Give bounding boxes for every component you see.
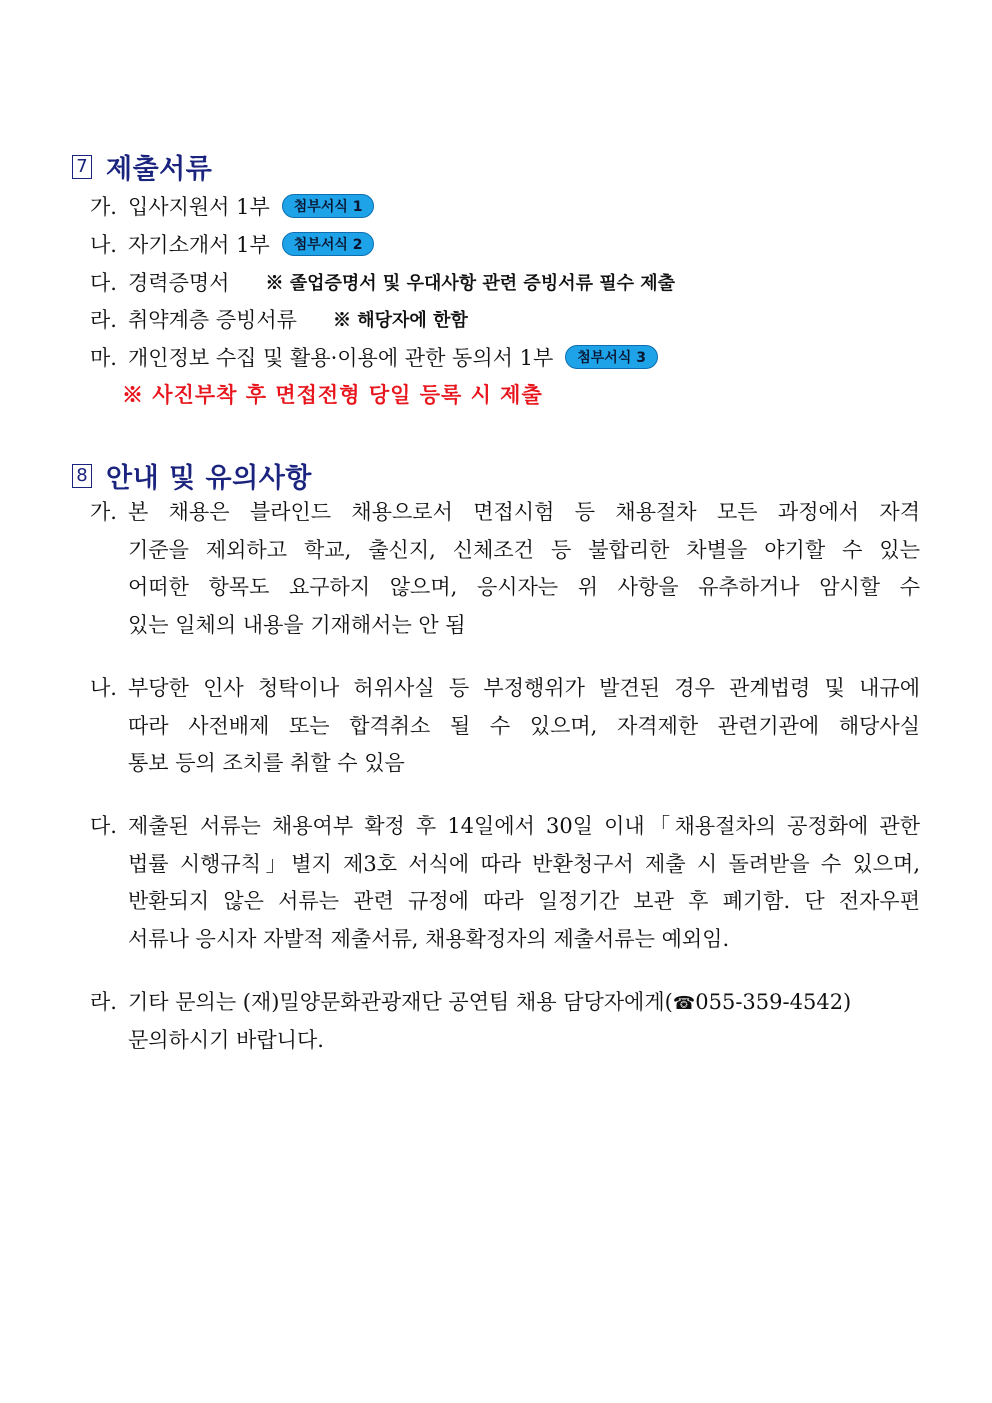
notice-paragraph (90, 670, 920, 783)
notice-paragraph (90, 808, 920, 958)
list-item (90, 267, 675, 297)
item-marker: 라. (90, 990, 117, 1014)
paragraph-line: 문의하시기 바랍니다. (128, 1027, 324, 1052)
paragraph-line: 있는 일체의 내용을 기재해서는 안 됨 (128, 612, 466, 637)
item-marker: 나. (90, 676, 117, 700)
item-text: 경력증명서 (128, 271, 230, 295)
paragraph-line: 제출된 서류는 채용여부 확정 후 14일에서 30일 이내「채용절차의 공정화에 관한 (128, 814, 920, 838)
item-marker: 가. (90, 195, 117, 219)
item-marker: 다. (90, 814, 117, 838)
section-number-box: 7 (72, 155, 92, 179)
item-text: 개인정보 수집 및 활용·이용에 관한 동의서 1부 (128, 346, 554, 370)
paragraph-line: 본 채용은 블라인드 채용으로서 면접시험 등 채용절차 모든 과정에서 자격 (128, 500, 920, 524)
list-item (90, 229, 374, 259)
item-marker: 라. (90, 308, 117, 332)
phone-number: 055-359-4542) (695, 990, 852, 1014)
item-marker: 마. (90, 346, 117, 370)
list-item (90, 342, 658, 372)
item-marker: 다. (90, 271, 117, 295)
item-text: 입사지원서 1부 (128, 195, 270, 219)
notice-paragraph (90, 984, 920, 1059)
item-note: ※ 졸업증명서 및 우대사항 관련 증빙서류 필수 제출 (265, 273, 676, 294)
list-item (90, 191, 374, 221)
item-text: 취약계층 증빙서류 (128, 308, 297, 332)
attachment-form-badge: 첨부서식 1 (282, 194, 375, 218)
section-number-box: 8 (72, 464, 92, 488)
section-7-heading (72, 147, 212, 186)
item-text: 자기소개서 1부 (128, 233, 270, 257)
attachment-form-badge: 첨부서식 3 (565, 345, 658, 369)
item-marker: 나. (90, 233, 117, 257)
paragraph-line: 통보 등의 조치를 취할 수 있음 (128, 751, 405, 775)
item-marker: 가. (90, 500, 117, 524)
list-item (90, 304, 468, 334)
paragraph-line: 부당한 인사 청탁이나 허위사실 등 부정행위가 발견된 경우 관계법령 및 내규에 (128, 676, 920, 700)
notice-paragraph (90, 494, 920, 644)
paragraph-line: 반환되지 않은 서류는 관련 규정에 따라 일정기간 보관 후 폐기함. 단 전자우편 (128, 889, 920, 913)
section-title: 제출서류 (106, 154, 213, 185)
paragraph-line: 어떠한 항목도 요구하지 않으며, 응시자는 위 사항을 유추하거나 암시할 수 (128, 575, 920, 599)
paragraph-line: 기준을 제외하고 학교, 출신지, 신체조건 등 불합리한 차별을 야기할 수 있는 (128, 537, 920, 562)
paragraph-line: 기타 문의는 (재)밀양문화관광재단 공연팀 채용 담당자에게( (128, 990, 673, 1014)
paragraph-line: 따라 사전배제 또는 합격취소 될 수 있으며, 자격제한 관련기관에 해당사실 (128, 713, 920, 738)
section-title: 안내 및 유의사항 (106, 463, 312, 494)
paragraph-line: 법률 시행규칙」별지 제3호 서식에 따라 반환청구서 제출 시 돌려받을 수 있으며, (128, 851, 920, 876)
photo-attachment-note: ※ 사진부착 후 면접전형 당일 등록 시 제출 (122, 382, 543, 407)
section-8-heading (72, 456, 312, 495)
attachment-form-badge: 첨부서식 2 (282, 232, 375, 256)
phone-icon: ☎ (672, 993, 696, 1014)
item-note: ※ 해당자에 한함 (332, 310, 468, 331)
paragraph-line: 서류나 응시자 자발적 제출서류, 채용확정자의 제출서류는 예외임. (128, 926, 730, 951)
